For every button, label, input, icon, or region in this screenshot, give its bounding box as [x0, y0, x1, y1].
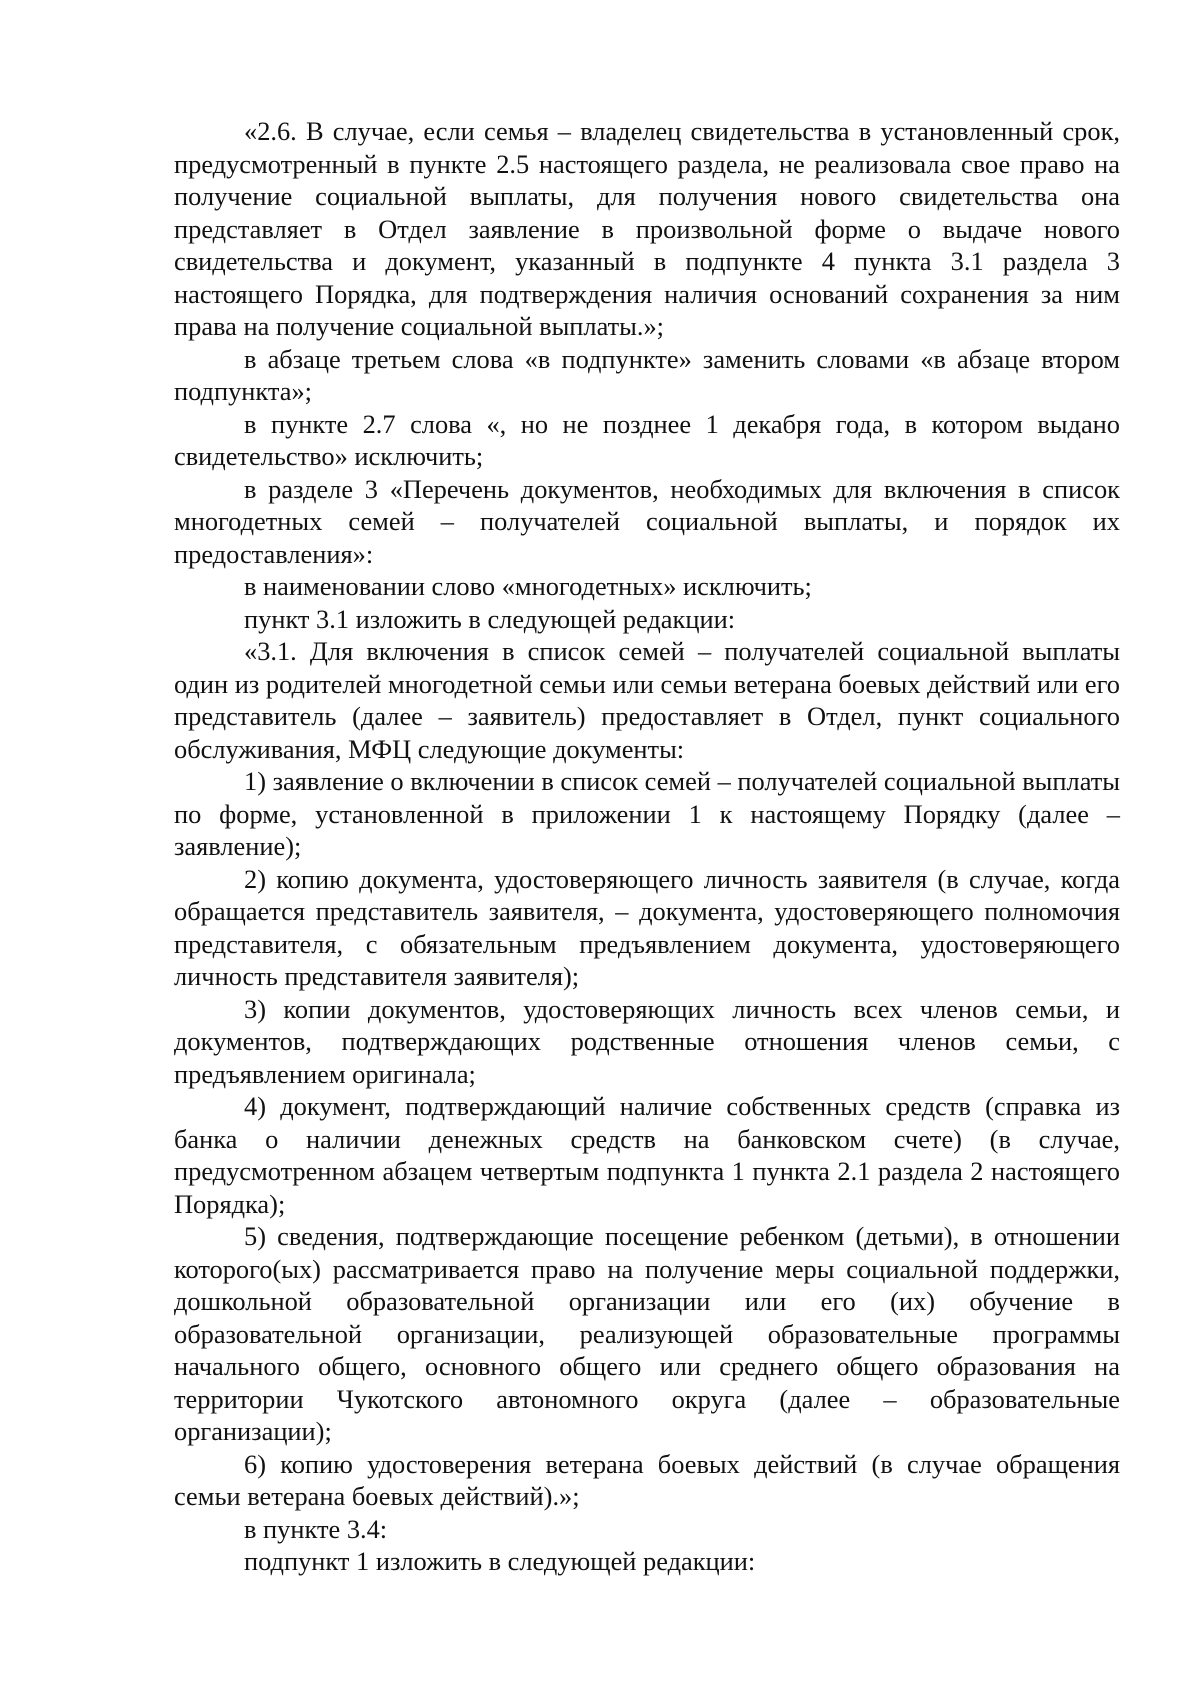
list-item-5: 5) сведения, подтверждающие посещение ребенком (детьми), в отношении которого(ых) рассматривается право на получение меры социальной поддержки, дошкольной образовательной организации или его (их) обучение в образовательной организации, реализующей образовательные программы начального общего, основного общего или среднего общего образования на территории Чукотского автономного округа (далее – образовательные организации); — [174, 1221, 1120, 1446]
document-body — [174, 115, 1120, 1578]
paragraph-razdel-3: в разделе 3 «Перечень документов, необходимых для включения в список многодетных семей – получателей социальной выплаты, и порядок их предоставления»: — [174, 473, 1120, 569]
paragraph-3-1: «3.1. Для включения в список семей – получателей социальной выплаты один из родителей многодетной семьи или семьи ветерана боевых действий или его представитель (далее – заявитель) предоставляет в Отдел, пункт социального обслуживания, МФЦ следующие документы: — [174, 636, 1120, 764]
paragraph-podpunkt-1: подпункт 1 изложить в следующей редакции: — [244, 1546, 756, 1576]
list-item-6: 6) копию удостоверения ветерана боевых действий (в случае обращения семьи ветерана боевых действий).»; — [174, 1448, 1120, 1511]
paragraph-punkt-3-1-intro: пункт 3.1 изложить в следующей редакции: — [244, 603, 736, 634]
paragraph-abzac-tretiy: в абзаце третьем слова «в подпункте» заменить словами «в абзаце втором подпункта»; — [174, 343, 1120, 406]
list-item-2: 2) копию документа, удостоверяющего личность заявителя (в случае, когда обращается представитель заявителя, – документа, удостоверяющего полномочия представителя, с обязательным предъявлением документа, удостоверяющего личность представителя заявителя); — [174, 863, 1120, 991]
paragraph-punkt-2-7: в пункте 2.7 слова «, но не позднее 1 декабря года, в котором выдано свидетельство» исключить; — [174, 408, 1120, 471]
paragraph-naimenovanie: в наименовании слово «многодетных» исключить; — [244, 571, 812, 601]
list-item-3: 3) копии документов, удостоверяющих личность всех членов семьи, и документов, подтверждающих родственные отношения членов семьи, с предъявлением оригинала; — [174, 993, 1120, 1089]
paragraph-2-6: «2.6. В случае, если семья – владелец свидетельства в установленный срок, предусмотренный в пункте 2.5 настоящего раздела, не реализовала свое право на получение социальной выплаты, для получения нового свидетельства она представляет в Отдел заявление в произвольной форме о выдаче нового свидетельства и документ, указанный в подпункте 4 пункта 3.1 раздела 3 настоящего Порядка, для подтверждения наличия оснований сохранения за ним права на получение социальной выплаты.»; — [174, 116, 1120, 341]
list-item-4: 4) документ, подтверждающий наличие собственных средств (справка из банка о наличии денежных средств на банковском счете) (в случае, предусмотренном абзацем четвертым подпункта 1 пункта 2.1 раздела 2 настоящего Порядка); — [174, 1091, 1120, 1219]
paragraph-punkt-3-4: в пункте 3.4: — [244, 1513, 388, 1544]
list-item-1: 1) заявление о включении в список семей – получателей социальной выплаты по форме, установленной в приложении 1 к настоящему Порядку (далее – заявление); — [174, 766, 1120, 861]
